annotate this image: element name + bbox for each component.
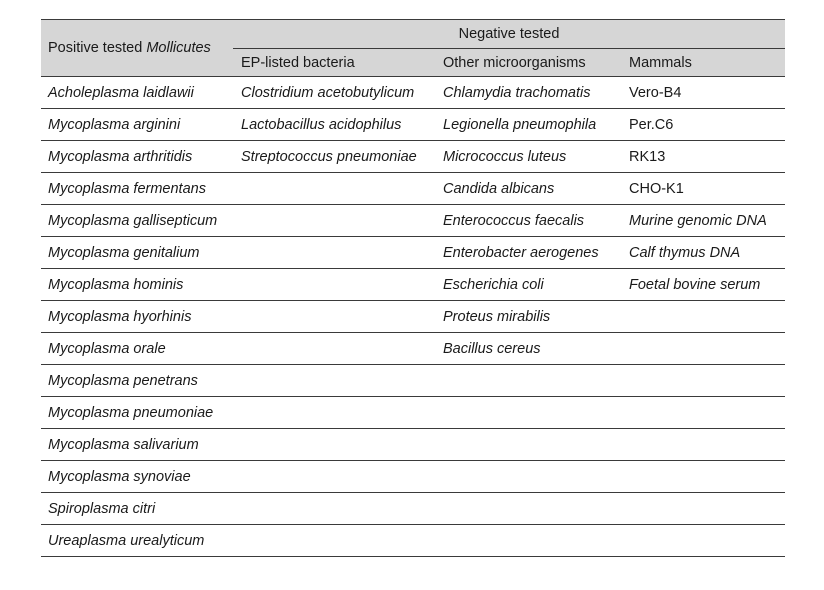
mammal-cell	[621, 301, 785, 333]
mammal-cell: Per.C6	[621, 109, 785, 141]
ep-bacteria-cell	[233, 461, 435, 493]
other-microorganism-cell	[435, 429, 621, 461]
table-row	[41, 461, 785, 493]
positive-organism-cell: Mycoplasma orale	[41, 333, 233, 365]
other-microorganism-cell: Chlamydia trachomatis	[435, 77, 621, 109]
ep-bacteria-cell	[233, 397, 435, 429]
other-microorganism-cell: Enterococcus faecalis	[435, 205, 621, 237]
mammal-cell: Calf thymus DNA	[621, 237, 785, 269]
table-row	[41, 173, 785, 205]
other-microorganism-cell: Candida albicans	[435, 173, 621, 205]
other-microorganism-cell	[435, 493, 621, 525]
table-row	[41, 429, 785, 461]
table-row	[41, 301, 785, 333]
ep-bacteria-cell	[233, 173, 435, 205]
ep-bacteria-cell: Streptococcus pneumoniae	[233, 141, 435, 173]
ep-bacteria-cell: Lactobacillus acidophilus	[233, 109, 435, 141]
ep-bacteria-cell	[233, 429, 435, 461]
positive-organism-cell: Mycoplasma synoviae	[41, 461, 233, 493]
other-microorganism-cell: Micrococcus luteus	[435, 141, 621, 173]
table-row	[41, 77, 785, 109]
positive-taxon: Mollicutes	[146, 40, 211, 56]
table-header	[41, 20, 785, 77]
positive-organism-cell: Spiroplasma citri	[41, 493, 233, 525]
positive-organism-cell: Mycoplasma fermentans	[41, 173, 233, 205]
other-microorganism-cell	[435, 461, 621, 493]
other-microorganism-cell: Legionella pneumophila	[435, 109, 621, 141]
ep-bacteria-cell: Clostridium acetobutylicum	[233, 77, 435, 109]
ep-bacteria-cell	[233, 365, 435, 397]
other-microorganisms-header: Other microorganisms	[435, 49, 621, 77]
mammal-cell: Foetal bovine serum	[621, 269, 785, 301]
mammal-cell	[621, 461, 785, 493]
ep-bacteria-cell	[233, 525, 435, 557]
mammals-header: Mammals	[621, 49, 785, 77]
mammal-cell	[621, 333, 785, 365]
mammal-cell	[621, 397, 785, 429]
other-microorganism-cell: Enterobacter aerogenes	[435, 237, 621, 269]
positive-organism-cell: Ureaplasma urealyticum	[41, 525, 233, 557]
positive-organism-cell: Mycoplasma arginini	[41, 109, 233, 141]
mammal-cell: Vero-B4	[621, 77, 785, 109]
mammal-cell	[621, 525, 785, 557]
positive-tested-header	[41, 20, 233, 77]
ep-bacteria-cell	[233, 333, 435, 365]
positive-organism-cell: Mycoplasma genitalium	[41, 237, 233, 269]
table-body	[41, 77, 785, 557]
other-microorganism-cell	[435, 397, 621, 429]
mollicutes-specificity-table	[41, 19, 785, 557]
mammal-cell: Murine genomic DNA	[621, 205, 785, 237]
table-row	[41, 493, 785, 525]
table-row	[41, 365, 785, 397]
negative-tested-header: Negative tested	[233, 20, 785, 49]
mammal-cell	[621, 365, 785, 397]
table-row	[41, 525, 785, 557]
mammal-cell: CHO-K1	[621, 173, 785, 205]
positive-organism-cell: Mycoplasma penetrans	[41, 365, 233, 397]
mammal-cell	[621, 493, 785, 525]
table-row	[41, 237, 785, 269]
ep-bacteria-cell	[233, 301, 435, 333]
other-microorganism-cell	[435, 365, 621, 397]
other-microorganism-cell	[435, 525, 621, 557]
ep-bacteria-cell	[233, 205, 435, 237]
table-row	[41, 397, 785, 429]
table-row	[41, 141, 785, 173]
table-row	[41, 205, 785, 237]
positive-organism-cell: Mycoplasma gallisepticum	[41, 205, 233, 237]
positive-organism-cell: Mycoplasma salivarium	[41, 429, 233, 461]
other-microorganism-cell: Bacillus cereus	[435, 333, 621, 365]
positive-organism-cell: Acholeplasma laidlawii	[41, 77, 233, 109]
table-row	[41, 109, 785, 141]
ep-listed-bacteria-header: EP-listed bacteria	[233, 49, 435, 77]
positive-organism-cell: Mycoplasma hominis	[41, 269, 233, 301]
other-microorganism-cell: Proteus mirabilis	[435, 301, 621, 333]
positive-prefix: Positive tested	[48, 40, 147, 56]
ep-bacteria-cell	[233, 269, 435, 301]
other-microorganism-cell: Escherichia coli	[435, 269, 621, 301]
mammal-cell: RK13	[621, 141, 785, 173]
positive-organism-cell: Mycoplasma pneumoniae	[41, 397, 233, 429]
positive-organism-cell: Mycoplasma arthritidis	[41, 141, 233, 173]
table-row	[41, 269, 785, 301]
positive-organism-cell: Mycoplasma hyorhinis	[41, 301, 233, 333]
mammal-cell	[621, 429, 785, 461]
table-row	[41, 333, 785, 365]
ep-bacteria-cell	[233, 237, 435, 269]
ep-bacteria-cell	[233, 493, 435, 525]
